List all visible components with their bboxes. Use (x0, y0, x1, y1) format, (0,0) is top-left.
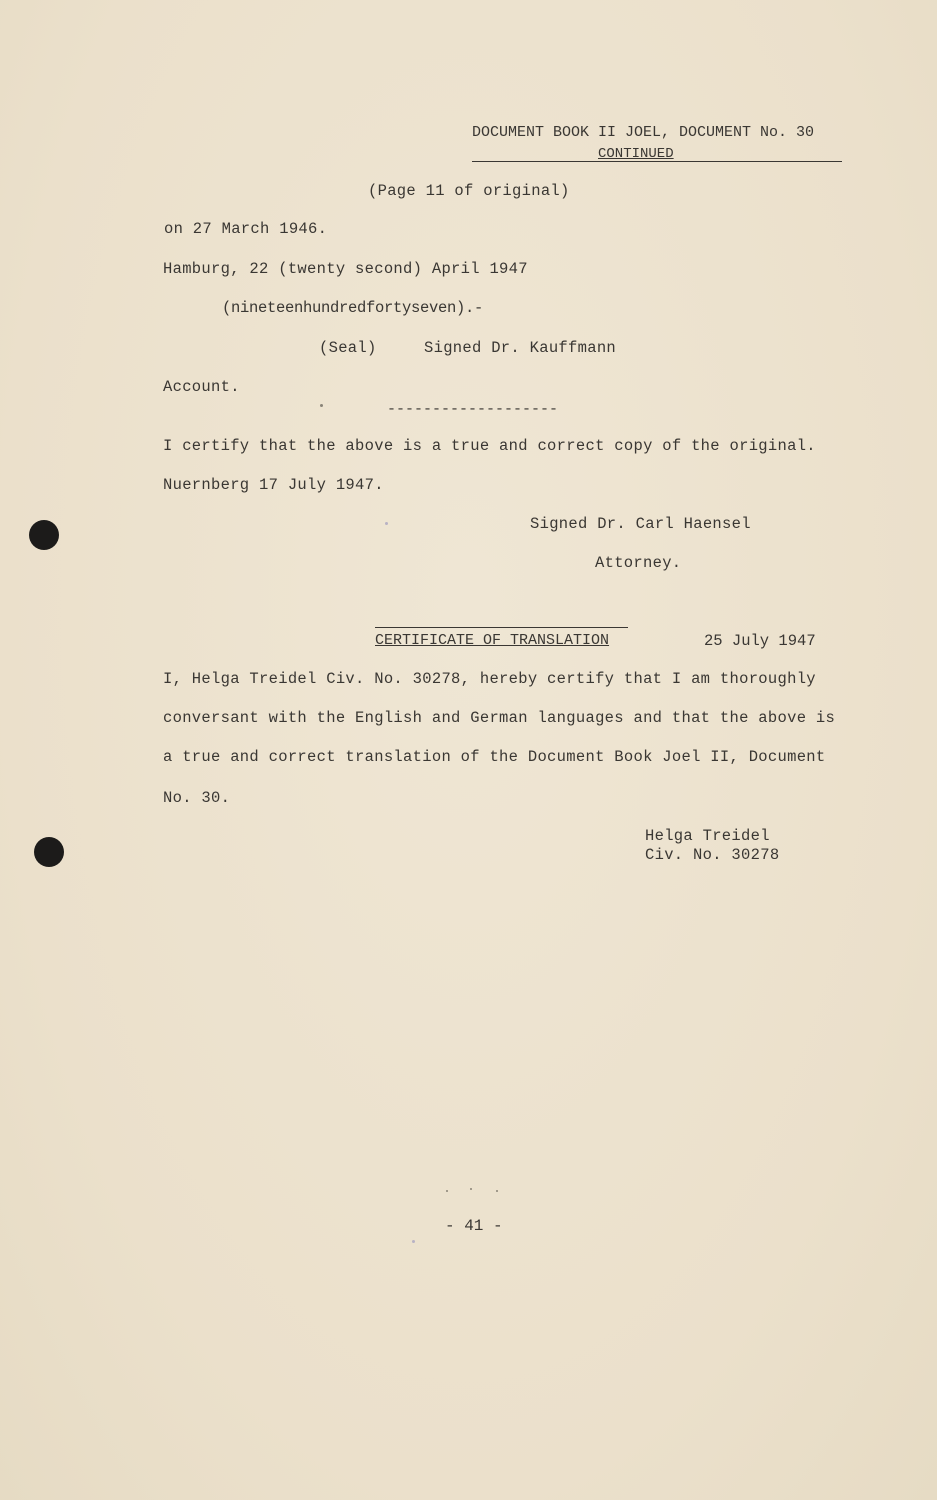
signature-kauffmann: Signed Dr. Kauffmann (424, 339, 617, 357)
paper-speck (385, 522, 388, 525)
year-in-words: (nineteenhundredfortyseven).- (222, 299, 484, 317)
translator-name: Helga Treidel (645, 827, 770, 845)
punch-hole-bottom (34, 837, 64, 867)
paper-speck (470, 1188, 472, 1190)
certificate-overline (375, 627, 628, 628)
paper-speck (446, 1190, 448, 1192)
date-line-1946: on 27 March 1946. (164, 220, 328, 238)
translator-civ-number: Civ. No. 30278 (645, 846, 780, 864)
paper-speck (496, 1190, 498, 1192)
certificate-heading: CERTIFICATE OF TRANSLATION (375, 632, 610, 649)
certificate-date: 25 July 1947 (704, 632, 816, 650)
separator-line: ------------------- (387, 401, 559, 418)
page-number: - 41 - (445, 1217, 503, 1235)
certificate-paragraph-line-1: I, Helga Treidel Civ. No. 30278, hereby certify that I am thoroughly (163, 670, 816, 688)
signature-haensel: Signed Dr. Carl Haensel (530, 515, 751, 533)
header-rule (472, 161, 842, 162)
continued-label: CONTINUED (598, 146, 674, 162)
nuernberg-date-line: Nuernberg 17 July 1947. (163, 476, 384, 494)
account-label: Account. (163, 378, 240, 396)
paper-speck (320, 404, 323, 407)
document-title: DOCUMENT BOOK II JOEL, DOCUMENT No. 30 (472, 124, 815, 141)
certificate-paragraph-line-2: conversant with the English and German languages and that the above is (163, 709, 836, 727)
hamburg-date-line: Hamburg, 22 (twenty second) April 1947 (163, 260, 528, 278)
page-reference: (Page 11 of original) (368, 182, 570, 200)
certification-statement: I certify that the above is a true and correct copy of the original. (163, 437, 816, 455)
attorney-label: Attorney. (595, 554, 682, 572)
paper-speck (412, 1240, 415, 1243)
punch-hole-top (29, 520, 59, 550)
certificate-paragraph-line-3: a true and correct translation of the Document Book Joel II, Document (163, 748, 826, 766)
certificate-paragraph-line-4: No. 30. (163, 789, 231, 807)
seal-label: (Seal) (319, 339, 377, 357)
